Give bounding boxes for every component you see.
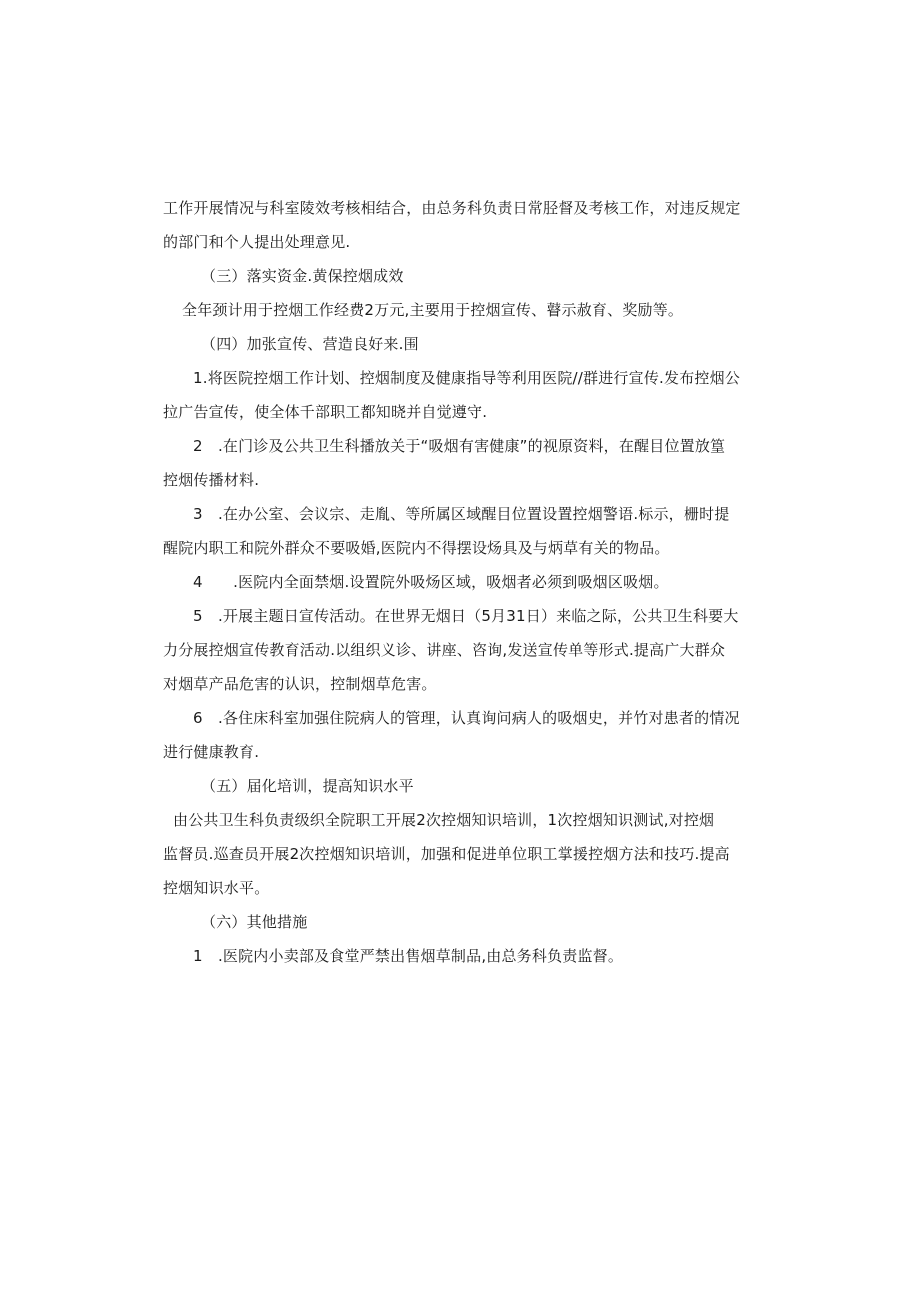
list-item-other-1: 1 .医院内小卖部及食堂严禁出售烟草制品,由总务科负责监督。 (193, 947, 624, 965)
list-item-1-line-1: 1.将医院控烟工作计划、控烟制度及健康指导等利用医院//群进行宣传.发布控烟公 (193, 369, 740, 387)
list-item-2-line-1: 2 .在门诊及公共卫生科播放关于“吸烟有害健康”的视原资料，在醒目位置放篁 (193, 437, 726, 455)
list-item-3-line-1: 3 .在办公室、会议宗、走胤、等所属区域醒目位置设置控烟警语.标示，栅时提 (193, 505, 730, 523)
list-item-5-line-1: 5 .开展主题日宣传活动。在世界无烟日（5月31日）来临之际，公共卫生科要大 (193, 607, 739, 625)
list-item-6-line-2: 进行健康教育. (163, 743, 260, 761)
paragraph-training-line-2: 监督员.巡查员开展2次控烟知识培训，加强和促进单位职工掌援控烟方法和技巧.提高 (163, 845, 730, 863)
list-item-3-line-2: 醒院内职工和院外群众不要吸婚,医院内不得摆设炀具及与炳草有关的物品。 (163, 539, 670, 557)
list-item-1-line-2: 拉广告宣传，使全体千部职工都知晓并自觉遵守. (163, 403, 488, 421)
section-heading-3: （三）落实资金.黄保控烟成效 (201, 267, 404, 285)
paragraph-line-4: 全年颈计用于控烟工作经费2万元,主要用于控烟宣传、瞽示赦育、奖励等。 (182, 301, 684, 319)
paragraph-training-line-1: 由公共卫生科负责级织全院职工开展2次控烟知识培训，1次控烟知识测试,对控烟 (173, 811, 715, 829)
paragraph-line-2: 的部门和个人提出处理意见. (163, 233, 351, 251)
list-item-6-line-1: 6 .各住床科室加强住院病人的管理，认真询问病人的吸烟史，并竹对患者的情况 (193, 709, 740, 727)
list-item-5-line-2: 力分展控烟宣传教育活动.以组织义诊、讲座、咨询,发送宣传单等形式.提高广大群众 (163, 641, 726, 659)
paragraph-training-line-3: 控烟知识水平。 (163, 879, 270, 897)
section-heading-5: （五）届化培训，提高知识水平 (201, 777, 414, 795)
section-heading-4: （四）加张宣传、营造良好来.围 (201, 335, 419, 353)
list-item-2-line-2: 控烟传播材料. (163, 471, 260, 489)
section-heading-6: （六）其他措施 (201, 913, 308, 931)
paragraph-line-1: 工作开展情况与科室陵效考核相结合，由总务科负责日常胫督及考核工作，对违反规定 (163, 199, 741, 217)
list-item-5-line-3: 对烟草产品危害的认识，控制烟草危害。 (163, 675, 437, 693)
list-item-4: 4 .医院内全面禁烟.设置院外吸炀区域，吸烟者必须到吸烟区吸烟。 (193, 573, 669, 591)
